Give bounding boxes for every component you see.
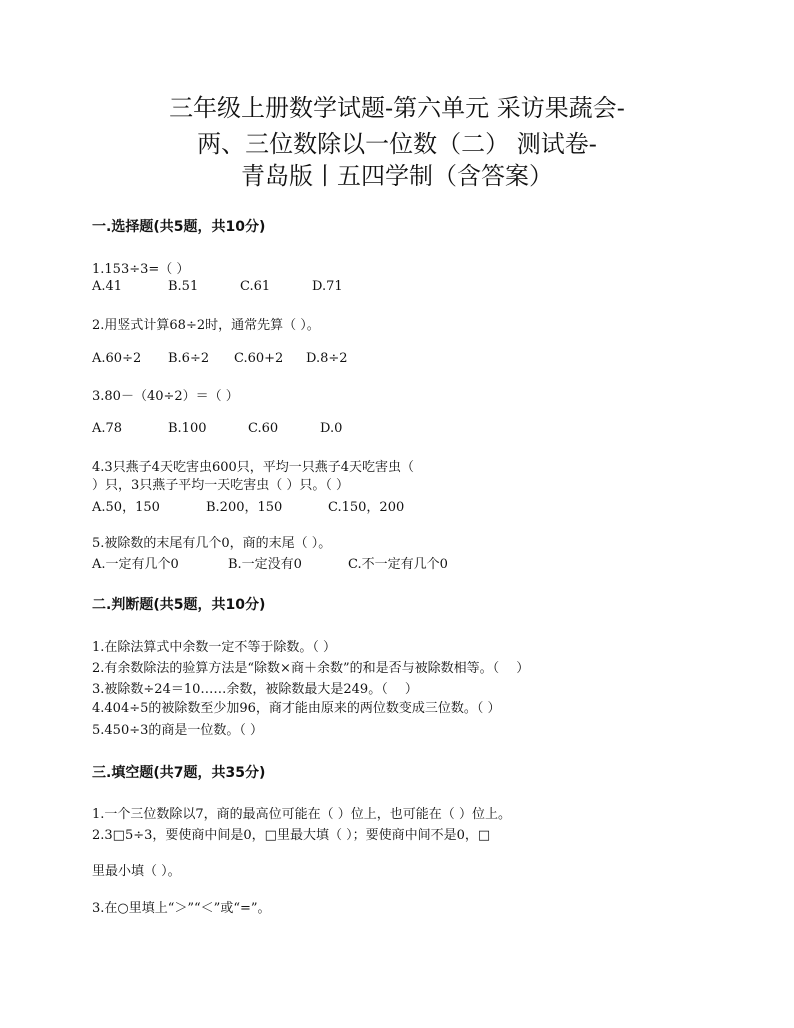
s3-q2-line1: 2.3□5÷3，要使商中间是0，□里最大填（ ）；要使商中间不是0，□: [92, 828, 491, 843]
doc-title-line2: 两、三位数除以一位数（二） 测试卷-: [197, 130, 597, 158]
s1-q3-option-c: C.60: [248, 421, 279, 436]
s1-q5-option-c: C.不一定有几个0: [348, 557, 448, 572]
s1-q2-option-a: A.60÷2: [92, 351, 142, 366]
s1-q2-stem: 2.用竖式计算68÷2时，通常先算（ ）。: [92, 318, 320, 333]
doc-title-line1: 三年级上册数学试题-第六单元 采访果蔬会-: [169, 94, 625, 122]
s2-item-3: 3.被除数÷24＝10……余数，被除数最大是249。（ ）: [92, 682, 418, 697]
s1-q4-option-b: B.200，150: [206, 500, 283, 515]
s2-item-1: 1.在除法算式中余数一定不等于除数。（ ）: [92, 640, 337, 655]
doc-title-line3: 青岛版丨五四学制（含答案）: [241, 162, 553, 190]
s1-q5-option-a: A.一定有几个0: [92, 557, 179, 572]
s1-q1-stem: 1.153÷3=（ ）: [92, 262, 190, 277]
s2-item-5: 5.450÷3的商是一位数。（ ）: [92, 723, 264, 738]
s1-q3-option-d: D.0: [320, 421, 343, 436]
s1-q1-option-d: D.71: [312, 279, 343, 294]
s1-q3-option-b: B.100: [168, 421, 207, 436]
s2-item-4: 4.404÷5的被除数至少加96，商才能由原来的两位数变成三位数。（ ）: [92, 701, 501, 716]
s1-q3-stem: 3.80－（40÷2）＝（ ）: [92, 389, 239, 404]
s1-q4-option-c: C.150，200: [328, 500, 405, 515]
s1-q4-stem-line2: ）只，3只燕子平均一天吃害虫（ ）只。（ ）: [92, 478, 350, 493]
s3-q1: 1.一个三位数除以7，商的最高位可能在（ ）位上，也可能在（ ）位上。: [92, 807, 511, 822]
s1-q5-option-b: B.一定没有0: [228, 557, 302, 572]
s1-q2-option-b: B.6÷2: [168, 351, 210, 366]
s1-q1-option-b: B.51: [168, 279, 199, 294]
s1-q2-option-d: D.8÷2: [306, 351, 348, 366]
s1-q3-option-a: A.78: [92, 421, 123, 436]
section3-heading: 三.填空题(共7题，共35分): [92, 765, 266, 781]
s2-item-2: 2.有余数除法的验算方法是“除数×商＋余数”的和是否与被除数相等。（ ）: [92, 661, 530, 676]
s1-q1-option-c: C.61: [240, 279, 271, 294]
s3-q2-line2: 里最小填（ ）。: [92, 864, 181, 879]
section2-heading: 二.判断题(共5题，共10分): [92, 597, 266, 613]
s3-q3: 3.在○里填上“＞”“＜”或“=”。: [92, 901, 271, 916]
s1-q4-option-a: A.50，150: [92, 500, 160, 515]
s1-q4-stem-line1: 4.3只燕子4天吃害虫600只，平均一只燕子4天吃害虫（: [92, 460, 415, 475]
s1-q5-stem: 5.被除数的末尾有几个0，商的末尾（ ）。: [92, 536, 332, 551]
s1-q1-option-a: A.41: [92, 279, 123, 294]
s1-q2-option-c: C.60+2: [234, 351, 284, 366]
section1-heading: 一.选择题(共5题，共10分): [92, 219, 266, 235]
